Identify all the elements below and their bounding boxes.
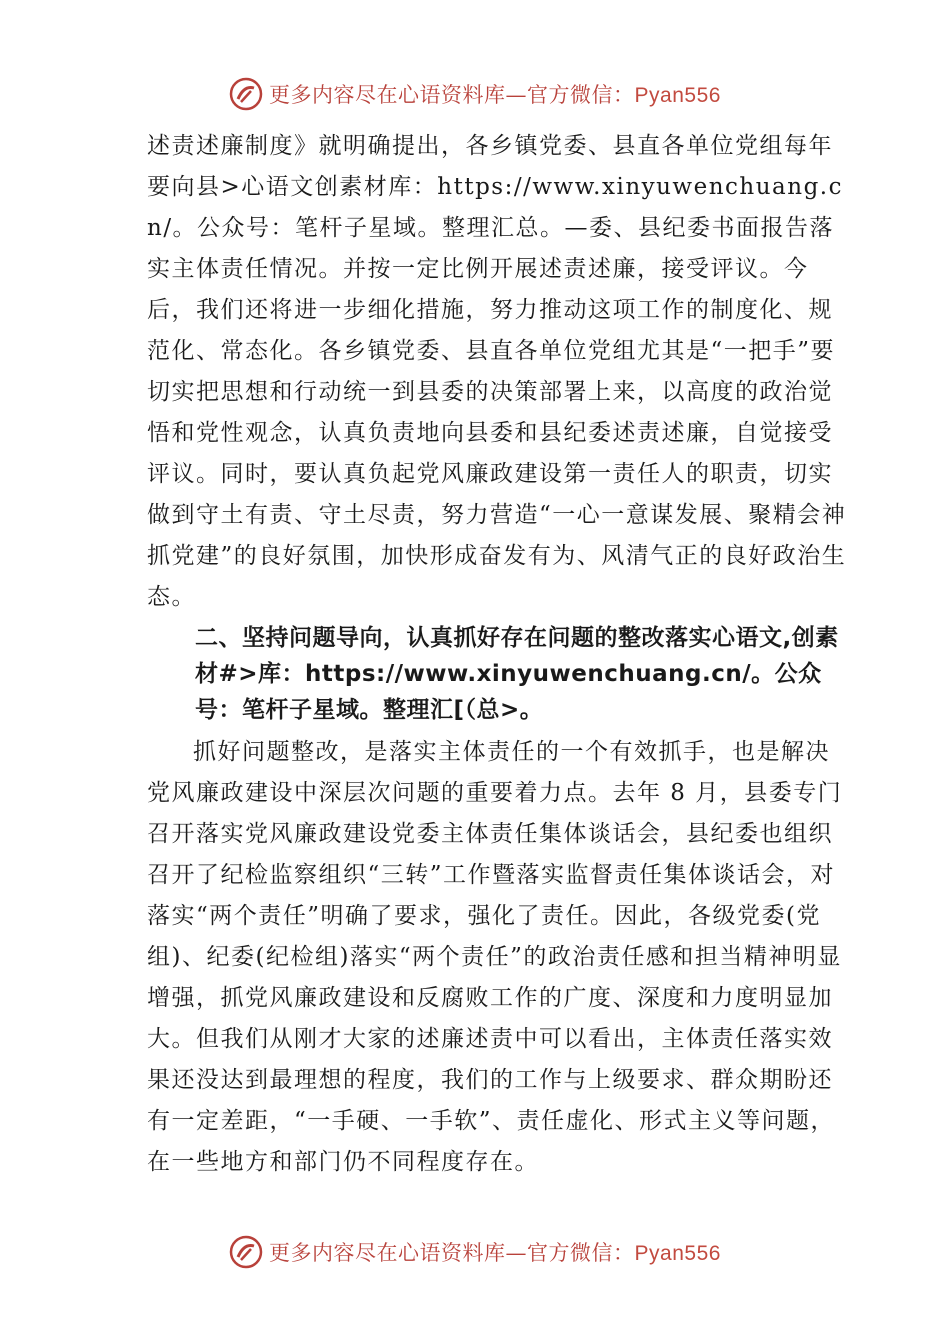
document-body	[147, 126, 847, 1183]
banner-text: 更多内容尽在心语资料库—官方微信：Pyan556	[269, 1241, 721, 1265]
xinyu-logo-icon	[229, 77, 263, 111]
header-banner	[0, 72, 950, 116]
footer-banner	[0, 1230, 950, 1274]
banner-text: 更多内容尽在心语资料库—官方微信：Pyan556	[269, 83, 721, 107]
wechat-id: Pyan556	[634, 84, 721, 107]
wechat-id: Pyan556	[634, 1242, 721, 1265]
section-heading: 二、坚持问题导向，认真抓好存在问题的整改落实心语文,创素材#>库：https://www.xinyuwenchuang.cn/。公众号：笔杆子星域。整理汇[（总>。	[195, 625, 839, 723]
body-paragraph: 述责述廉制度》就明确提出，各乡镇党委、县直各单位党组每年要向县>心语文创素材库：https://www.xinyuwenchuang.cn/。公众号：笔杆子星域。整理汇总。—委、县纪委书面报告落实主体责任情况。并按一定比例开展述责述廉，接受评议。今后，我们还将进一步细化措施，努力推动这项工作的制度化、规范化、常态化。各乡镇党委、县直各单位党组尤其是“一把手”要切实把思想和行动统一到县委的决策部署上来，以高度的政治觉悟和党性观念，认真负责地向县委和县纪委述责述廉，自觉接受评议。同时，要认真负起党风廉政建设第一责任人的职责，切实做到守土有责、守土尽责，努力营造“一心一意谋发展、聚精会神抓党建”的良好氛围，加快形成奋发有为、风清气正的良好政治生态。	[147, 133, 847, 610]
xinyu-logo-icon	[229, 1235, 263, 1269]
body-paragraph: 抓好问题整改，是落实主体责任的一个有效抓手，也是解决党风廉政建设中深层次问题的重要着力点。去年 8 月，县委专门召开落实党风廉政建设党委主体责任集体谈话会，县纪委也组织召开了纪检监察组织“三转”工作暨落实监督责任集体谈话会，对落实“两个责任”明确了要求，强化了责任。因此，各级党委(党组)、纪委(纪检组)落实“两个责任”的政治责任感和担当精神明显增强，抓党风廉政建设和反腐败工作的广度、深度和力度明显加大。但我们从刚才大家的述廉述责中可以看出，主体责任落实效果还没达到最理想的程度，我们的工作与上级要求、群众期盼还有一定差距，“一手硬、一手软”、责任虚化、形式主义等问题，在一些地方和部门仍不同程度存在。	[147, 739, 843, 1175]
